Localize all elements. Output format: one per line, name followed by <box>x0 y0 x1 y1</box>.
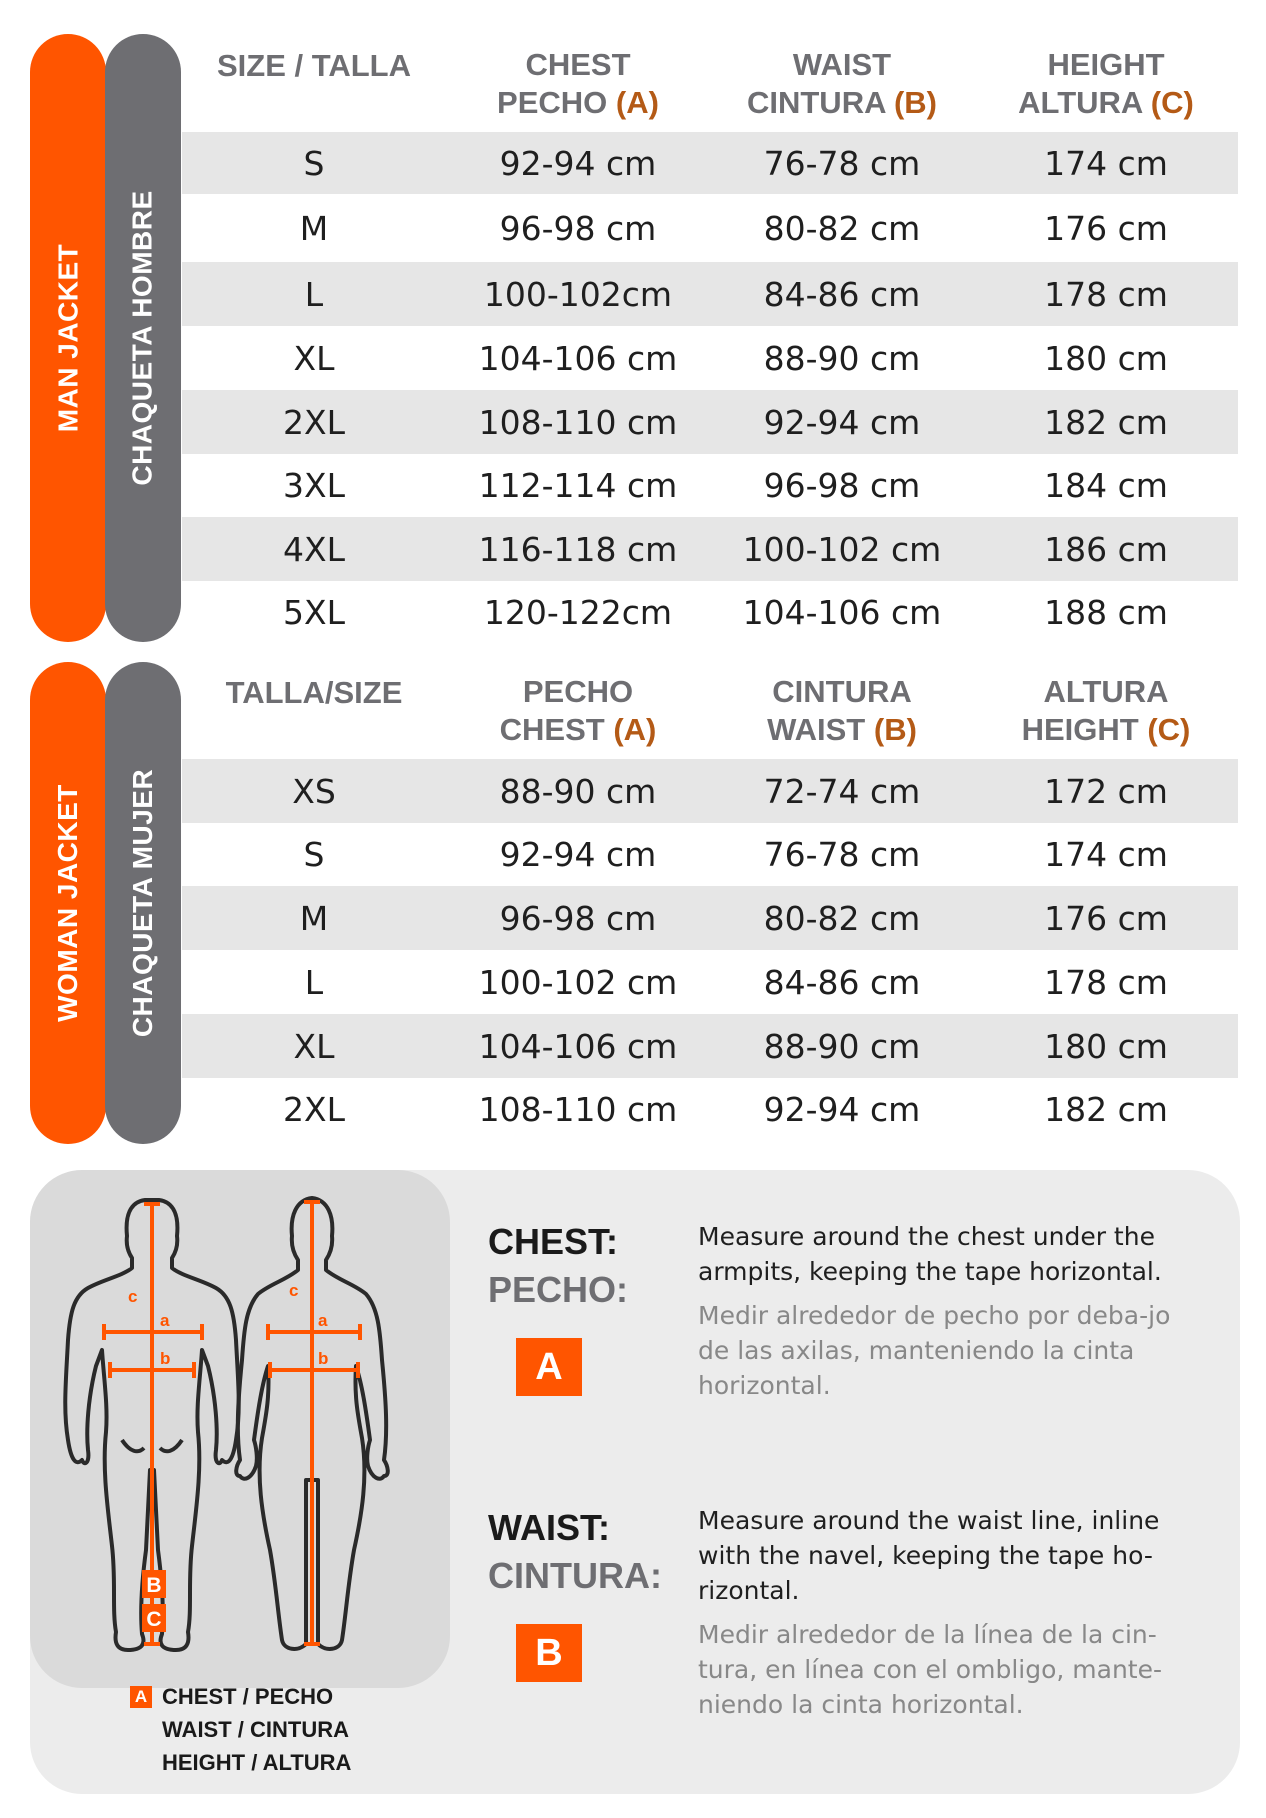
chest-desc-en: Measure around the chest under the armpits, keeping the tape horizontal. <box>698 1222 1162 1286</box>
chest-cell: 88-90 cm <box>499 771 657 811</box>
waist-title-en: WAIST: <box>488 1507 610 1548</box>
waist-desc-en: Measure around the waist line, inline with the navel, keeping the tape ho-rizontal. <box>698 1506 1160 1605</box>
chest-cell: 100-102cm <box>483 274 673 314</box>
chest-cell: 116-118 cm <box>478 529 678 569</box>
waist-desc-es: Medir alrededor de la línea de la cin-tura, en línea con el ombligo, mante-niendo la cinta horizontal. <box>698 1620 1162 1719</box>
size-cell: L <box>304 962 324 1002</box>
waist-cell: 76-78 cm <box>763 143 921 183</box>
table-row <box>182 454 1238 517</box>
table-row <box>182 517 1238 581</box>
height-cell: 186 cm <box>1044 529 1168 569</box>
chest-cell: 108-110 cm <box>478 1090 678 1129</box>
waist-cell: 80-82 cm <box>763 208 921 248</box>
waist-title-es: CINTURA: <box>488 1555 662 1596</box>
table-row <box>182 132 1238 194</box>
chest-cell: 100-102 cm <box>478 962 678 1002</box>
woman-header-chest: PECHO CHEST (A) <box>499 674 657 747</box>
table-row <box>182 950 1238 1014</box>
chest-title <box>488 1218 628 1314</box>
man-header-size: SIZE / TALLA <box>216 48 412 83</box>
chest-cell: 104-106 cm <box>478 338 678 378</box>
female-mark-b: b <box>318 1349 329 1368</box>
chest-title-es: PECHO: <box>488 1269 629 1310</box>
chest-cell: 96-98 cm <box>499 208 657 248</box>
waist-cell: 80-82 cm <box>763 898 921 938</box>
table-row <box>182 1014 1238 1078</box>
chest-cell: 96-98 cm <box>499 898 657 938</box>
height-cell: 176 cm <box>1044 208 1168 248</box>
chest-description <box>698 1219 1198 1403</box>
height-cell: 172 cm <box>1044 771 1168 811</box>
chest-cell: 104-106 cm <box>478 1026 678 1066</box>
woman-header-height: ALTURA HEIGHT (C) <box>1021 674 1191 747</box>
legend-waist-label: WAIST / CINTURA <box>162 1717 349 1742</box>
height-cell: 180 cm <box>1044 338 1168 378</box>
table-row <box>182 1078 1238 1141</box>
man-header-height: HEIGHT ALTURA (C) <box>1018 47 1194 120</box>
man-size-table <box>182 46 1238 644</box>
size-cell: S <box>303 143 325 183</box>
height-cell: 178 cm <box>1044 274 1168 314</box>
table-row <box>182 194 1238 262</box>
chest-cell: 108-110 cm <box>478 402 678 442</box>
chaqueta-mujer-label: CHAQUETA MUJER <box>127 768 158 1038</box>
size-cell: 3XL <box>283 466 345 505</box>
height-cell: 182 cm <box>1044 1090 1168 1129</box>
waist-cell: 88-90 cm <box>763 338 921 378</box>
woman-table-header <box>182 673 1238 759</box>
size-cell: S <box>303 835 325 874</box>
man-jacket-tab <box>30 34 106 642</box>
table-row <box>182 262 1238 326</box>
man-header-chest: CHEST PECHO (A) <box>497 47 659 120</box>
woman-jacket-tab-es <box>105 662 181 1144</box>
male-mark-c: c <box>128 1287 138 1306</box>
figure-code-c: C <box>146 1608 162 1631</box>
female-mark-c: c <box>289 1281 299 1300</box>
man-header-waist: WAIST CINTURA (B) <box>746 47 937 120</box>
woman-header-waist: CINTURA WAIST (B) <box>767 674 917 747</box>
size-cell: XL <box>293 1026 335 1066</box>
body-measurement-illustration <box>30 1170 450 1690</box>
woman-jacket-label: WOMAN JACKET <box>52 784 84 1022</box>
chest-cell: 92-94 cm <box>499 835 657 874</box>
waist-cell: 76-78 cm <box>763 835 921 874</box>
chest-code-badge: A <box>516 1338 582 1396</box>
table-row <box>182 390 1238 454</box>
table-row <box>182 759 1238 823</box>
woman-jacket-tab <box>30 662 106 1144</box>
legend-chest-label: CHEST / PECHO <box>162 1684 334 1709</box>
waist-cell: 92-94 cm <box>763 1090 921 1129</box>
waist-code-badge: B <box>516 1624 582 1682</box>
male-mark-a: a <box>160 1311 170 1330</box>
waist-cell: 100-102 cm <box>742 529 942 569</box>
waist-description <box>698 1503 1198 1722</box>
legend-height-label: HEIGHT / ALTURA <box>162 1750 352 1775</box>
height-cell: 178 cm <box>1044 962 1168 1002</box>
size-cell: M <box>299 208 329 248</box>
chest-cell: 112-114 cm <box>478 466 678 505</box>
chaqueta-hombre-label: CHAQUETA HOMBRE <box>127 190 159 486</box>
measurement-legend <box>130 1680 351 1779</box>
legend-chest <box>130 1680 351 1713</box>
chest-cell: 120-122cm <box>483 593 673 632</box>
waist-title <box>488 1504 662 1600</box>
female-mark-a: a <box>318 1311 328 1330</box>
height-cell: 180 cm <box>1044 1026 1168 1066</box>
size-cell: XS <box>292 771 336 811</box>
male-mark-b: b <box>160 1349 171 1368</box>
woman-header-size: TALLA/SIZE <box>225 675 403 710</box>
height-cell: 188 cm <box>1044 593 1168 632</box>
size-cell: 5XL <box>283 593 345 632</box>
size-cell: L <box>304 274 324 314</box>
legend-height <box>130 1746 351 1779</box>
man-jacket-tab-es <box>105 34 181 642</box>
table-row <box>182 581 1238 644</box>
size-cell: 2XL <box>283 1090 345 1129</box>
waist-cell: 96-98 cm <box>763 466 921 505</box>
height-cell: 182 cm <box>1044 402 1168 442</box>
height-cell: 174 cm <box>1044 835 1168 874</box>
size-cell: 2XL <box>283 402 345 442</box>
size-cell: 4XL <box>283 529 345 569</box>
waist-cell: 104-106 cm <box>742 593 942 632</box>
man-jacket-label: MAN JACKET <box>52 243 83 433</box>
height-cell: 174 cm <box>1044 143 1168 183</box>
man-table-header <box>182 46 1238 132</box>
chest-desc-es: Medir alrededor de pecho por deba-jo de las axilas, manteniendo la cinta horizontal. <box>698 1301 1171 1400</box>
legend-waist <box>130 1713 351 1746</box>
waist-cell: 84-86 cm <box>763 274 921 314</box>
waist-cell: 72-74 cm <box>763 771 921 811</box>
figure-code-b: B <box>146 1574 162 1597</box>
height-cell: 176 cm <box>1044 898 1168 938</box>
size-cell: XL <box>293 338 335 378</box>
legend-code-a: A <box>130 1686 152 1708</box>
height-cell: 184 cm <box>1044 466 1168 505</box>
table-row <box>182 886 1238 950</box>
waist-cell: 84-86 cm <box>763 962 921 1002</box>
size-cell: M <box>299 898 329 938</box>
female-measure-lines <box>268 1202 360 1644</box>
chest-cell: 92-94 cm <box>499 143 657 183</box>
chest-title-en: CHEST: <box>488 1221 619 1262</box>
woman-size-table <box>182 673 1238 1141</box>
table-row <box>182 823 1238 886</box>
waist-cell: 92-94 cm <box>763 402 921 442</box>
waist-cell: 88-90 cm <box>763 1026 921 1066</box>
table-row <box>182 326 1238 390</box>
